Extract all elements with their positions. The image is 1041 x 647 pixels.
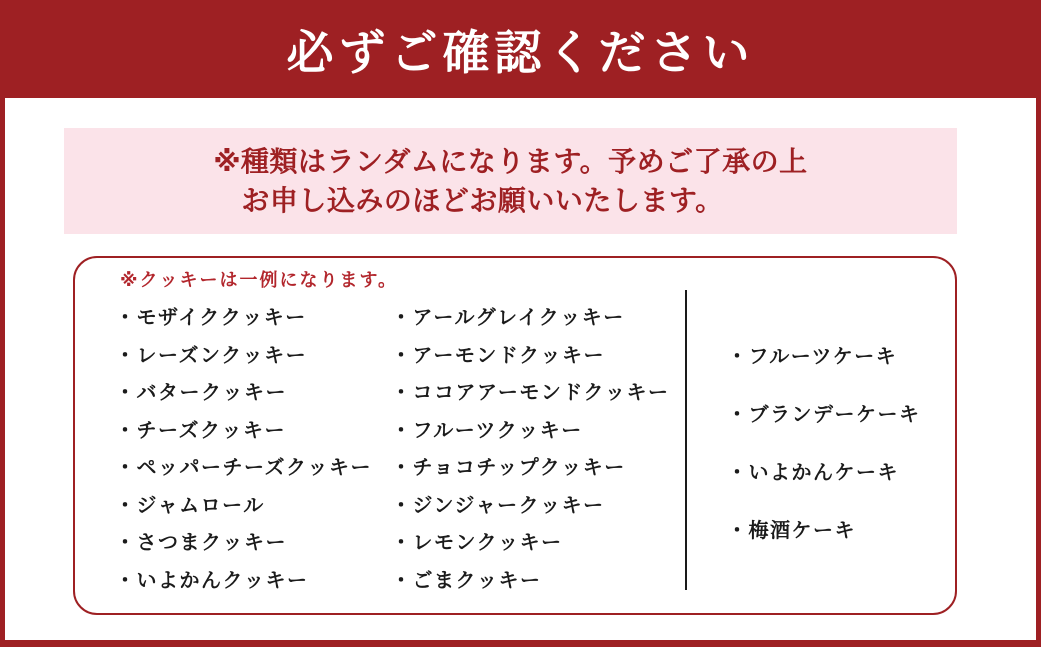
- column-divider: [685, 290, 687, 590]
- page-title: 必ずご確認ください: [286, 25, 755, 79]
- frame-bottom-border: [0, 640, 1041, 647]
- list-item: ・ レーズンクッキー: [115, 338, 372, 376]
- cookie-column-2: [391, 300, 670, 600]
- cake-column: [727, 328, 921, 560]
- random-notice-line-2: お申し込みのほどお願いいたします。: [241, 185, 724, 216]
- random-notice-line-1: ※種類はランダムになります。予めご了承の上: [213, 146, 808, 177]
- random-notice-box: [64, 128, 957, 234]
- frame-left-border: [0, 98, 5, 647]
- list-item: ・ フルーツケーキ: [727, 328, 921, 386]
- list-item: ・ フルーツクッキー: [391, 413, 670, 451]
- list-item: ・ ごまクッキー: [391, 563, 670, 601]
- list-item: ・ ブランデーケーキ: [727, 386, 921, 444]
- list-item: ・ いよかんケーキ: [727, 444, 921, 502]
- list-item: ・ チョコチップクッキー: [391, 450, 670, 488]
- cookie-example-note: ※クッキーは一例になります。: [120, 270, 399, 290]
- header-bar: [0, 0, 1041, 98]
- list-item: ・ バタークッキー: [115, 375, 372, 413]
- list-item: ・ モザイククッキー: [115, 300, 372, 338]
- list-item: ・ ジンジャークッキー: [391, 488, 670, 526]
- cookie-column-1: [115, 300, 372, 600]
- list-item: ・ さつまクッキー: [115, 525, 372, 563]
- list-item: ・ アーモンドクッキー: [391, 338, 670, 376]
- frame-right-border: [1036, 98, 1041, 647]
- list-item: ・ チーズクッキー: [115, 413, 372, 451]
- list-item: ・ ジャムロール: [115, 488, 372, 526]
- list-item: ・ ココアアーモンドクッキー: [391, 375, 670, 413]
- list-item: ・ ペッパーチーズクッキー: [115, 450, 372, 488]
- list-item: ・ 梅酒ケーキ: [727, 502, 921, 560]
- list-item: ・ アールグレイクッキー: [391, 300, 670, 338]
- random-notice-text: [213, 142, 807, 220]
- cookie-list-box: [73, 256, 957, 615]
- list-item: ・ いよかんクッキー: [115, 563, 372, 601]
- list-item: ・ レモンクッキー: [391, 525, 670, 563]
